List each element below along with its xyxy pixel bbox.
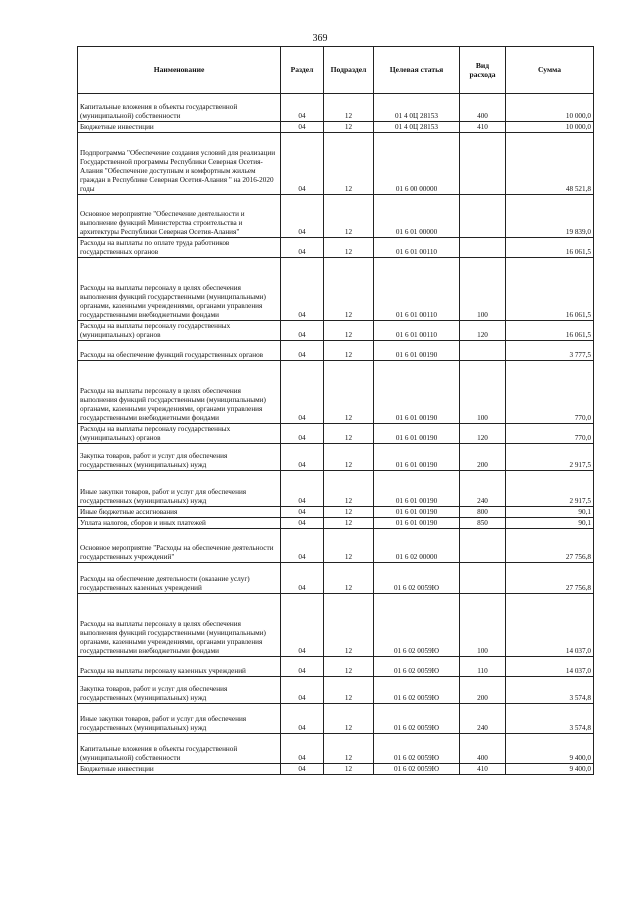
cell-subsection: 12 [324,518,374,529]
cell-name: Капитальные вложения в объекты государственной (муниципальной) собственности [78,94,281,122]
cell-kind [460,341,506,361]
cell-kind: 850 [460,518,506,529]
table-row [78,594,594,657]
table-row [78,341,594,361]
cell-kind: 100 [460,361,506,424]
cell-name: Иные бюджетные ассигнования [78,507,281,518]
cell-kind: 200 [460,444,506,471]
cell-section: 04 [281,594,324,657]
cell-target: 01 6 02 0059Ю [374,563,460,594]
cell-name: Иные закупки товаров, работ и услуг для обеспечения государственных (муниципальных) нужд [78,704,281,734]
cell-subsection: 12 [324,321,374,341]
cell-subsection: 12 [324,529,374,563]
table-header-row [78,47,594,94]
cell-section: 04 [281,195,324,238]
cell-sum: 770,0 [506,361,594,424]
cell-target: 01 6 02 00000 [374,529,460,563]
cell-sum: 16 061,5 [506,258,594,321]
cell-target: 01 6 01 00110 [374,258,460,321]
cell-name: Расходы на обеспечение функций государственных органов [78,341,281,361]
cell-target: 01 6 01 00190 [374,444,460,471]
table-row [78,238,594,258]
table-row [78,321,594,341]
table-row [78,507,594,518]
cell-kind: 410 [460,122,506,133]
cell-subsection: 12 [324,258,374,321]
cell-sum: 9 400,0 [506,734,594,764]
cell-sum: 9 400,0 [506,764,594,775]
cell-sum: 14 037,0 [506,657,594,677]
cell-subsection: 12 [324,341,374,361]
cell-sum: 770,0 [506,424,594,444]
cell-subsection: 12 [324,594,374,657]
cell-kind: 100 [460,258,506,321]
cell-section: 04 [281,321,324,341]
cell-subsection: 12 [324,238,374,258]
cell-name: Расходы на выплаты персоналу в целях обеспечения выполнения функций государственными (муниципальными) органами, казенными учреждениями, органами управления государственными внебюджетными фондами [78,361,281,424]
cell-target: 01 6 01 00190 [374,471,460,507]
cell-section: 04 [281,704,324,734]
cell-sum: 27 756,8 [506,529,594,563]
header-target: Целевая статья [374,47,460,94]
table-row [78,424,594,444]
cell-target: 01 6 01 00190 [374,424,460,444]
table-row [78,563,594,594]
cell-kind: 240 [460,704,506,734]
cell-name: Основное мероприятие "Расходы на обеспечение деятельности государственных учреждений" [78,529,281,563]
cell-name: Бюджетные инвестиции [78,122,281,133]
cell-subsection: 12 [324,361,374,424]
cell-section: 04 [281,424,324,444]
cell-sum: 3 574,8 [506,704,594,734]
table-row [78,94,594,122]
cell-target: 01 6 02 0059Ю [374,764,460,775]
cell-name: Капитальные вложения в объекты государственной (муниципальной) собственности [78,734,281,764]
cell-subsection: 12 [324,764,374,775]
cell-subsection: 12 [324,424,374,444]
cell-subsection: 12 [324,734,374,764]
cell-subsection: 12 [324,563,374,594]
cell-kind: 200 [460,677,506,704]
header-kind: Вид расхода [460,47,506,94]
cell-sum: 3 777,5 [506,341,594,361]
cell-name: Уплата налогов, сборов и иных платежей [78,518,281,529]
cell-name: Расходы на выплаты по оплате труда работников государственных органов [78,238,281,258]
cell-name: Расходы на выплаты персоналу государственных (муниципальных) органов [78,321,281,341]
table-row [78,734,594,764]
cell-target: 01 6 02 0059Ю [374,657,460,677]
cell-name: Закупка товаров, работ и услуг для обеспечения государственных (муниципальных) нужд [78,677,281,704]
cell-section: 04 [281,507,324,518]
cell-sum: 14 037,0 [506,594,594,657]
cell-name: Расходы на выплаты персоналу в целях обеспечения выполнения функций государственными (муниципальными) органами, казенными учреждениями, органами управления государственными внебюджетными фондами [78,594,281,657]
cell-section: 04 [281,529,324,563]
cell-name: Расходы на выплаты персоналу казенных учреждений [78,657,281,677]
cell-sum: 2 917,5 [506,444,594,471]
table-row [78,122,594,133]
cell-sum: 90,1 [506,507,594,518]
cell-section: 04 [281,94,324,122]
cell-target: 01 6 01 00110 [374,238,460,258]
table-row [78,361,594,424]
cell-name: Расходы на выплаты персоналу в целях обеспечения выполнения функций государственными (муниципальными) органами, казенными учреждениями, органами управления государственными внебюджетными фондами [78,258,281,321]
cell-target: 01 6 02 0059Ю [374,734,460,764]
cell-sum: 3 574,8 [506,677,594,704]
cell-target: 01 4 0Ц 28153 [374,122,460,133]
cell-kind: 100 [460,594,506,657]
cell-subsection: 12 [324,133,374,195]
cell-subsection: 12 [324,657,374,677]
cell-kind [460,195,506,238]
header-sum: Сумма [506,47,594,94]
cell-sum: 19 839,0 [506,195,594,238]
cell-section: 04 [281,677,324,704]
cell-section: 04 [281,471,324,507]
table-row [78,529,594,563]
table-body [78,94,594,775]
cell-target: 01 6 02 0059Ю [374,594,460,657]
cell-subsection: 12 [324,94,374,122]
cell-target: 01 6 01 00190 [374,507,460,518]
cell-kind: 410 [460,764,506,775]
cell-name: Иные закупки товаров, работ и услуг для обеспечения государственных (муниципальных) нужд [78,471,281,507]
cell-kind: 800 [460,507,506,518]
cell-name: Расходы на выплаты персоналу государственных (муниципальных) органов [78,424,281,444]
cell-sum: 2 917,5 [506,471,594,507]
table-row [78,133,594,195]
cell-section: 04 [281,444,324,471]
table-row [78,444,594,471]
cell-target: 01 6 01 00190 [374,518,460,529]
page-number: 369 [312,33,328,44]
cell-kind: 120 [460,321,506,341]
cell-kind [460,133,506,195]
table-row [78,677,594,704]
cell-section: 04 [281,563,324,594]
cell-section: 04 [281,122,324,133]
cell-section: 04 [281,764,324,775]
cell-target: 01 6 01 00190 [374,341,460,361]
cell-name: Подпрограмма "Обеспечение создания условий для реализации Государственной программы Республики Северная Осетия-Алания "Обеспечение доступным и комфортным жильем граждан в Республике Северная Осетия-Алания " на 2016-2020 годы [78,133,281,195]
table-row [78,471,594,507]
cell-kind: 240 [460,471,506,507]
cell-section: 04 [281,657,324,677]
header-name: Наименование [78,47,281,94]
header-subsection: Подраздел [324,47,374,94]
cell-kind: 120 [460,424,506,444]
cell-section: 04 [281,361,324,424]
table-row [78,518,594,529]
cell-sum: 16 061,5 [506,238,594,258]
cell-name: Основное мероприятие "Обеспечение деятельности и выполнение функций Министерства строительства и архитектуры Республики Северная Осетия-Алания" [78,195,281,238]
cell-kind: 400 [460,734,506,764]
cell-kind [460,563,506,594]
cell-subsection: 12 [324,704,374,734]
cell-name: Бюджетные инвестиции [78,764,281,775]
cell-target: 01 4 0Ц 28153 [374,94,460,122]
cell-name: Закупка товаров, работ и услуг для обеспечения государственных (муниципальных) нужд [78,444,281,471]
table-row [78,657,594,677]
cell-section: 04 [281,734,324,764]
cell-subsection: 12 [324,677,374,704]
cell-subsection: 12 [324,122,374,133]
cell-target: 01 6 01 00000 [374,195,460,238]
cell-target: 01 6 01 00110 [374,321,460,341]
header-section: Раздел [281,47,324,94]
cell-target: 01 6 02 0059Ю [374,704,460,734]
cell-subsection: 12 [324,444,374,471]
cell-kind: 400 [460,94,506,122]
cell-sum: 10 000,0 [506,94,594,122]
cell-kind [460,529,506,563]
cell-sum: 27 756,8 [506,563,594,594]
table-row [78,195,594,238]
cell-sum: 90,1 [506,518,594,529]
cell-sum: 48 521,8 [506,133,594,195]
table-row [78,764,594,775]
cell-name: Расходы на обеспечение деятельности (оказание услуг) государственных казенных учреждений [78,563,281,594]
cell-kind: 110 [460,657,506,677]
cell-kind [460,238,506,258]
cell-target: 01 6 01 00190 [374,361,460,424]
cell-subsection: 12 [324,195,374,238]
cell-section: 04 [281,258,324,321]
cell-target: 01 6 00 00000 [374,133,460,195]
cell-target: 01 6 02 0059Ю [374,677,460,704]
cell-section: 04 [281,133,324,195]
cell-section: 04 [281,238,324,258]
table-row [78,258,594,321]
cell-subsection: 12 [324,507,374,518]
budget-table [77,46,594,775]
cell-section: 04 [281,341,324,361]
cell-subsection: 12 [324,471,374,507]
cell-section: 04 [281,518,324,529]
table-row [78,704,594,734]
cell-sum: 16 061,5 [506,321,594,341]
cell-sum: 10 000,0 [506,122,594,133]
